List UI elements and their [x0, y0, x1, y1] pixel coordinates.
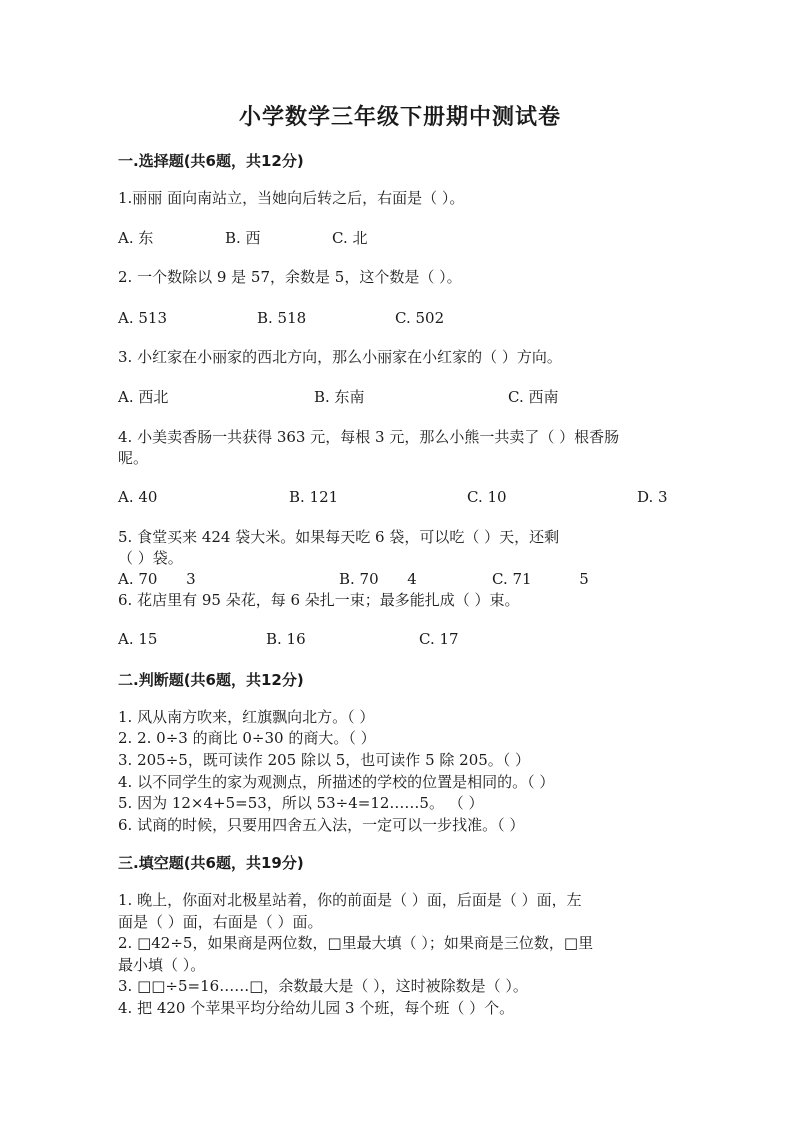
question-judgment-1: 1. 风从南方吹来，红旗飘向北方。（ ）: [118, 708, 375, 726]
option-c: C. 西南: [508, 388, 559, 406]
question-choice-5-line2: （ ）袋。: [118, 549, 183, 567]
section-heading-judgment: 二.判断题(共6题，共12分): [118, 671, 304, 689]
question-fill-4: 4. 把 420 个苹果平均分给幼儿园 3 个班，每个班（ ）个。: [118, 999, 515, 1017]
option-c: C. 502: [395, 309, 445, 327]
option-c: C. 71 5: [492, 570, 589, 588]
question-choice-5-line1: 5. 食堂买来 424 袋大米。如果每天吃 6 袋，可以吃（ ）天，还剩: [118, 528, 560, 546]
question-fill-2-line1: 2. □42÷5，如果商是两位数，□里最大填（ ）；如果商是三位数，□里: [118, 934, 594, 952]
option-b: B. 518: [257, 309, 307, 327]
question-choice-6: 6. 花店里有 95 朵花，每 6 朵扎一束；最多能扎成（ ）束。: [118, 591, 520, 609]
option-a: A. 东: [118, 229, 154, 247]
question-judgment-6: 6. 试商的时候，只要用四舍五入法，一定可以一步找准。（ ）: [118, 816, 525, 834]
option-a: A. 西北: [118, 388, 169, 406]
question-fill-2-line2: 最小填（ ）。: [118, 956, 206, 974]
option-b: B. 东南: [314, 388, 365, 406]
question-fill-1-line1: 1. 晚上，你面对北极星站着，你的前面是（ ）面，后面是（ ）面，左: [118, 891, 582, 909]
section-heading-fill: 三.填空题(共6题，共19分): [118, 854, 304, 872]
option-a: A. 513: [118, 309, 167, 327]
question-judgment-3: 3. 205÷5，既可读作 205 除以 5，也可读作 5 除 205。（ ）: [118, 751, 531, 769]
question-choice-3: 3. 小红家在小丽家的西北方向，那么小丽家在小红家的（ ）方向。: [118, 348, 562, 366]
option-d: D. 3: [637, 488, 668, 506]
question-judgment-5: 5. 因为 12×4+5=53，所以 53÷4=12……5。 （ ）: [118, 794, 484, 812]
option-c: C. 17: [419, 630, 459, 648]
question-choice-4-line2: 呢。: [118, 449, 149, 467]
option-a: A. 15: [118, 630, 158, 648]
option-b: B. 70 4: [339, 570, 417, 588]
question-choice-2: 2. 一个数除以 9 是 57，余数是 5，这个数是（ ）。: [118, 268, 462, 286]
question-judgment-4: 4. 以不同学生的家为观测点，所描述的学校的位置是相同的。（ ）: [118, 773, 555, 791]
question-choice-1: 1.丽丽 面向南站立，当她向后转之后，右面是（ ）。: [118, 189, 465, 207]
option-c: C. 北: [332, 229, 368, 247]
option-c: C. 10: [467, 488, 507, 506]
section-heading-choice: 一.选择题(共6题，共12分): [118, 152, 304, 170]
option-b: B. 西: [225, 229, 261, 247]
exam-title: 小学数学三年级下册期中测试卷: [238, 104, 561, 130]
question-fill-1-line2: 面是（ ）面，右面是（ ）面。: [118, 913, 323, 931]
question-fill-3: 3. □□÷5=16……□，余数最大是（ ），这时被除数是（ ）。: [118, 977, 528, 995]
option-b: B. 16: [266, 630, 306, 648]
option-a: A. 40: [118, 488, 158, 506]
question-judgment-2: 2. 2. 0÷3 的商比 0÷30 的商大。（ ）: [118, 729, 376, 747]
option-b: B. 121: [289, 488, 339, 506]
question-choice-4-line1: 4. 小美卖香肠一共获得 363 元，每根 3 元，那么小熊一共卖了（ ）根香肠: [118, 428, 620, 446]
option-a: A. 70 3: [118, 570, 196, 588]
